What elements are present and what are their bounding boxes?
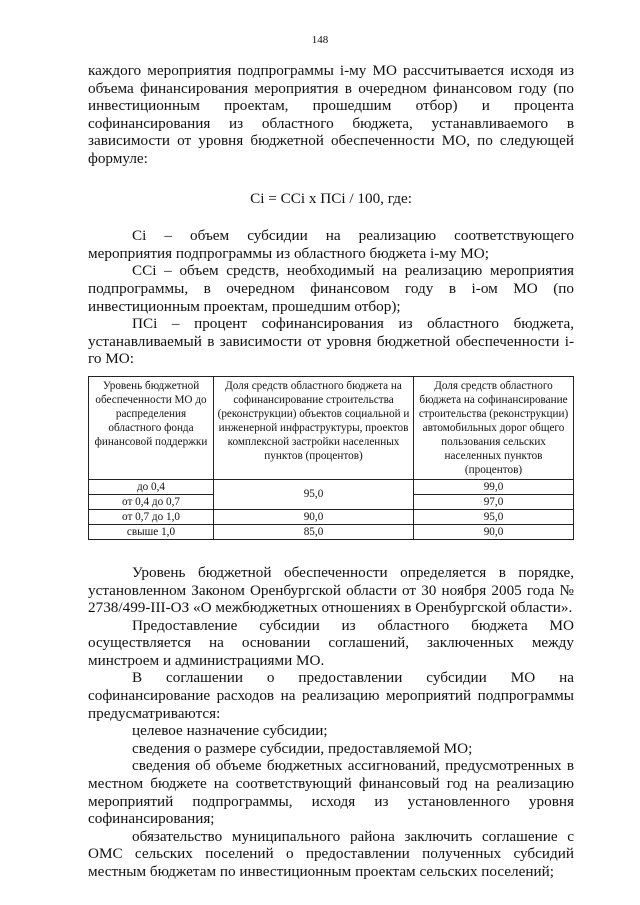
- list-item: сведения об объеме бюджетных ассигнований, предусмотренных в местном бюджете на соответствующий финансовый год на реализацию мероприятий подпрограммы, исходя из установленного уровня софинансирования;: [88, 757, 574, 828]
- list-item: целевое назначение субсидии;: [132, 722, 328, 740]
- cell-level: свыше 1,0: [89, 524, 214, 539]
- agreement-intro-paragraph: В соглашении о предоставлении субсидии МО на софинансирование расходов на реализацию мероприятий подпрограммы предусматриваются:: [88, 669, 574, 722]
- budget-level-paragraph: Уровень бюджетной обеспеченности определяется в порядке, установленном Законом Оренбургской области от 30 ноября 2005 года № 2738/499-III-ОЗ «О межбюджетных отношениях в Оренбургской области».: [88, 563, 574, 617]
- table-row: [89, 509, 574, 524]
- subsidy-provision-paragraph: Предоставление субсидии из областного бюджета МО осуществляется на основании соглашений, заключенных между минстроем и администрациями МО.: [88, 616, 574, 669]
- page-number: 148: [311, 34, 329, 46]
- cell-level: от 0,4 до 0,7: [89, 494, 214, 509]
- definition-pci: ПCi – процент софинансирования из областного бюджета, устанавливаемый в зависимости от уровня бюджетной обеспеченности i-го МО:: [88, 315, 574, 368]
- cell-social: 95,0: [214, 479, 414, 509]
- list-item: обязательство муниципального района заключить соглашение с ОМС сельских поселений о предоставлении полученных субсидий местным бюджетам по инвестиционным проектам сельских поселений;: [88, 827, 574, 880]
- header-roads-share: Доля средств областного бюджета на софинансирование строительства (реконструкции) автомобильных дорог общего пользования сельских населенных пунктов (процентов): [414, 376, 574, 479]
- document-body: [88, 62, 574, 881]
- formula: Ci = CCi x ПCi / 100, где:: [250, 189, 412, 207]
- cell-roads: 95,0: [414, 509, 574, 524]
- table-header-row: [89, 376, 574, 479]
- header-social-share: Доля средств областного бюджета на софинансирование строительства (реконструкции) объектов социальной и инженерной инфраструктуры, проектов комплексной застройки населенных пунктов (процентов): [214, 376, 414, 479]
- definition-ci: Ci – объем субсидии на реализацию соответствующего мероприятия подпрограммы из областного бюджета i-му МО;: [88, 227, 574, 262]
- cell-social: 85,0: [214, 524, 414, 539]
- definition-cci: CCi – объем средств, необходимый на реализацию мероприятия подпрограммы, в очередном финансовом году в i-ом МО (по инвестиционным проектам, прошедшим отбор);: [88, 262, 574, 315]
- list-item: сведения о размере субсидии, предоставляемой МО;: [132, 739, 473, 757]
- header-budget-level: Уровень бюджетной обеспеченности МО до распределения областного фонда финансовой поддержки: [89, 376, 214, 479]
- cell-roads: 90,0: [414, 524, 574, 539]
- cofinancing-table: [88, 376, 574, 540]
- intro-paragraph: каждого мероприятия подпрограммы i-му МО рассчитывается исходя из объема финансирования мероприятия в очередном финансовом году (по инвестиционным проектам, прошедшим отбор) и процента софинансирования из областного бюджета, устанавливаемого в зависимости от уровня бюджетной обеспеченности МО, по следующей формуле:: [88, 62, 574, 167]
- table-row: [89, 479, 574, 494]
- cell-level: от 0,7 до 1,0: [89, 509, 214, 524]
- table-row: [89, 524, 574, 539]
- cell-roads: 99,0: [414, 479, 574, 494]
- cell-roads: 97,0: [414, 494, 574, 509]
- cell-social: 90,0: [214, 509, 414, 524]
- cell-level: до 0,4: [89, 479, 214, 494]
